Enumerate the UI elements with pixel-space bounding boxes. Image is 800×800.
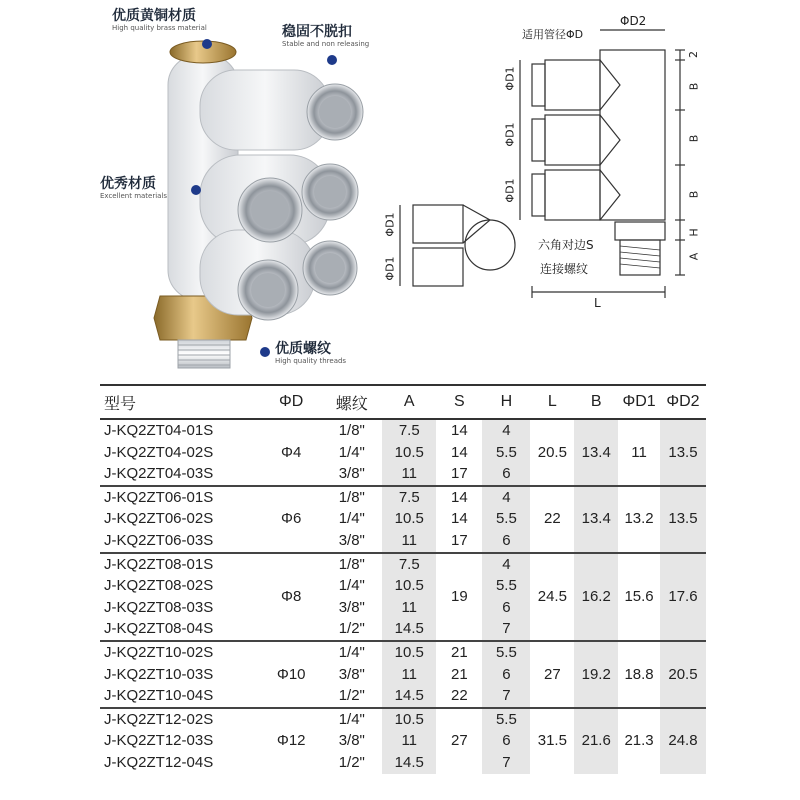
a-cell: 14.5	[382, 752, 436, 774]
tube-diameter-cell: Φ8	[261, 553, 322, 641]
h-cell: 7	[482, 618, 530, 641]
callout-material-subtitle: Excellent materials	[100, 192, 168, 200]
thread-cell: 1/4"	[321, 641, 382, 664]
table-row	[100, 641, 706, 664]
d1-label-3: ΦD1	[503, 178, 517, 203]
a-cell: 11	[382, 597, 436, 619]
header-model: 型号	[100, 385, 261, 419]
a-cell: 11	[382, 530, 436, 553]
a-cell: 10.5	[382, 508, 436, 530]
stable-marker-icon	[327, 55, 337, 65]
callout-threads-subtitle: High quality threads	[275, 357, 347, 365]
callout-threads	[275, 341, 346, 366]
s-cell: 27	[436, 708, 482, 774]
thread-cell: 3/8"	[338, 665, 365, 683]
header-s: S	[436, 385, 482, 419]
thread-shape	[178, 340, 230, 368]
a-cell: 7.5	[382, 419, 436, 442]
a-cell: 14.5	[382, 618, 436, 641]
l-cell: 22	[530, 486, 574, 553]
a-cell: 11	[382, 463, 436, 486]
thread-cell: 1/8"	[321, 486, 382, 509]
spec-table-body	[100, 419, 706, 774]
dim-h-label: H	[687, 228, 701, 237]
h-cell: 5.5	[482, 442, 530, 464]
thread-cell: 1/4"	[338, 510, 365, 528]
tube-diameter-cell: Φ12	[261, 708, 322, 774]
dim-a-label: A	[687, 252, 701, 261]
technical-drawing	[400, 30, 685, 298]
model-cell: J-KQ2ZT12-04S	[104, 753, 214, 771]
a-cell: 7.5	[382, 553, 436, 576]
table-row	[100, 419, 706, 442]
s-cell: 22	[451, 687, 468, 705]
s-cell: 21	[436, 641, 482, 664]
h-cell: 5.5	[482, 508, 530, 530]
s-cell: 17	[451, 531, 468, 549]
h-cell: 6	[482, 530, 530, 553]
model-cell: J-KQ2ZT10-02S	[100, 641, 261, 664]
model-cell: J-KQ2ZT12-02S	[100, 708, 261, 731]
callout-threads-title: 优质螺纹	[275, 341, 331, 357]
model-cell: J-KQ2ZT06-01S	[100, 486, 261, 509]
threads-marker-icon	[260, 347, 270, 357]
b-cell: 13.4	[574, 486, 618, 553]
callout-material	[100, 176, 167, 201]
a-cell: 10.5	[382, 641, 436, 664]
thread-cell: 3/8"	[338, 531, 365, 549]
model-cell: J-KQ2ZT08-02S	[104, 577, 214, 595]
l-cell: 24.5	[530, 553, 574, 641]
s-cell: 21	[451, 665, 468, 683]
header-b: B	[574, 385, 618, 419]
a-cell: 10.5	[382, 575, 436, 597]
d1-label-end-2: ΦD1	[383, 256, 397, 281]
thread-cell: 3/8"	[338, 465, 365, 483]
l-cell: 27	[530, 641, 574, 708]
thread-cell: 1/8"	[321, 553, 382, 576]
h-cell: 6	[482, 597, 530, 619]
s-cell: 14	[451, 443, 468, 461]
a-cell: 14.5	[382, 685, 436, 708]
a-cell: 7.5	[382, 486, 436, 509]
header-thread: 螺纹	[321, 385, 382, 419]
header-l: L	[530, 385, 574, 419]
thread-cell: 1/8"	[321, 419, 382, 442]
dim-l-label: L	[594, 296, 601, 310]
callout-stable-title: 稳固不脱扣	[282, 24, 352, 40]
callout-material-title: 优秀材质	[100, 176, 156, 192]
thread-cell: 1/2"	[338, 620, 365, 638]
a-cell: 10.5	[382, 442, 436, 464]
header-h: H	[482, 385, 530, 419]
thread-cell: 1/4"	[338, 443, 365, 461]
b-cell: 19.2	[574, 641, 618, 708]
h-cell: 5.5	[482, 641, 530, 664]
brass-marker-icon	[202, 39, 212, 49]
header-a: A	[382, 385, 436, 419]
d1-cell: 15.6	[618, 553, 660, 641]
l-cell: 31.5	[530, 708, 574, 774]
model-cell: J-KQ2ZT10-04S	[104, 687, 214, 705]
thread-cell: 1/4"	[321, 708, 382, 731]
model-cell: J-KQ2ZT08-03S	[104, 598, 214, 616]
callout-stable-subtitle: Stable and non releasing	[282, 40, 370, 48]
d1-cell: 21.3	[618, 708, 660, 774]
h-cell: 4	[482, 419, 530, 442]
s-cell: 17	[451, 465, 468, 483]
model-cell: J-KQ2ZT06-02S	[104, 510, 214, 528]
product-area	[0, 0, 800, 382]
model-cell: J-KQ2ZT04-03S	[104, 465, 214, 483]
material-marker-icon	[191, 185, 201, 195]
table-row	[100, 553, 706, 576]
l-cell: 20.5	[530, 419, 574, 486]
h-cell: 5.5	[482, 575, 530, 597]
d2-label: ΦD2	[620, 14, 647, 28]
callout-brass-subtitle: High quality brass material	[112, 24, 207, 32]
s-cell: 14	[436, 419, 482, 442]
header-d: ΦD	[261, 385, 322, 419]
d2-cell: 13.5	[660, 419, 706, 486]
callout-stable	[282, 24, 369, 49]
h-cell: 7	[482, 752, 530, 774]
thread-cell: 3/8"	[338, 732, 365, 750]
dim-b-label-1: B	[687, 82, 701, 91]
a-cell: 10.5	[382, 708, 436, 731]
s-cell: 19	[436, 553, 482, 641]
table-row	[100, 486, 706, 509]
table-row	[100, 708, 706, 731]
a-cell: 11	[382, 730, 436, 752]
s-cell: 14	[451, 510, 468, 528]
d2-cell: 13.5	[660, 486, 706, 553]
callout-brass	[112, 8, 207, 33]
h-cell: 6	[482, 664, 530, 686]
h-cell: 5.5	[482, 708, 530, 731]
h-cell: 6	[482, 730, 530, 752]
d1-label-2: ΦD1	[503, 122, 517, 147]
spec-table-wrap	[100, 384, 706, 774]
dim-b-label-3: B	[687, 190, 701, 199]
b-cell: 16.2	[574, 553, 618, 641]
model-cell: J-KQ2ZT08-01S	[100, 553, 261, 576]
tube-diameter-cell: Φ6	[261, 486, 322, 553]
thread-cell: 1/4"	[338, 577, 365, 595]
header-d1: ΦD1	[618, 385, 660, 419]
d1-label-end-1: ΦD1	[383, 212, 397, 237]
table-header-row	[100, 385, 706, 419]
d2-cell: 17.6	[660, 553, 706, 641]
dim-2-label: 2	[687, 51, 700, 58]
b-cell: 21.6	[574, 708, 618, 774]
model-cell: J-KQ2ZT12-03S	[104, 732, 214, 750]
header-d2: ΦD2	[660, 385, 706, 419]
h-cell: 4	[482, 486, 530, 509]
spec-table	[100, 384, 706, 774]
thread-cell: 3/8"	[338, 598, 365, 616]
thread-label: 连接螺纹	[540, 262, 589, 276]
d1-cell: 13.2	[618, 486, 660, 553]
s-cell: 14	[436, 486, 482, 509]
d1-cell: 18.8	[618, 641, 660, 708]
d2-cell: 20.5	[660, 641, 706, 708]
tube-diameter-label: 适用管径ΦD	[522, 28, 584, 41]
thread-cell: 1/2"	[338, 687, 365, 705]
h-cell: 6	[482, 463, 530, 486]
d1-cell: 11	[618, 419, 660, 486]
dim-b-label-2: B	[687, 134, 701, 143]
model-cell: J-KQ2ZT10-03S	[104, 665, 214, 683]
tube-diameter-cell: Φ10	[261, 641, 322, 708]
callout-brass-title: 优质黄铜材质	[112, 8, 196, 24]
model-cell: J-KQ2ZT08-04S	[104, 620, 214, 638]
d1-label-1: ΦD1	[503, 66, 517, 91]
a-cell: 11	[382, 664, 436, 686]
h-cell: 4	[482, 553, 530, 576]
thread-cell: 1/2"	[338, 753, 365, 771]
h-cell: 7	[482, 685, 530, 708]
d2-cell: 24.8	[660, 708, 706, 774]
hex-label: 六角对边S	[538, 238, 594, 252]
model-cell: J-KQ2ZT04-02S	[104, 443, 214, 461]
b-cell: 13.4	[574, 419, 618, 486]
model-cell: J-KQ2ZT04-01S	[100, 419, 261, 442]
model-cell: J-KQ2ZT06-03S	[104, 531, 214, 549]
tube-diameter-cell: Φ4	[261, 419, 322, 486]
